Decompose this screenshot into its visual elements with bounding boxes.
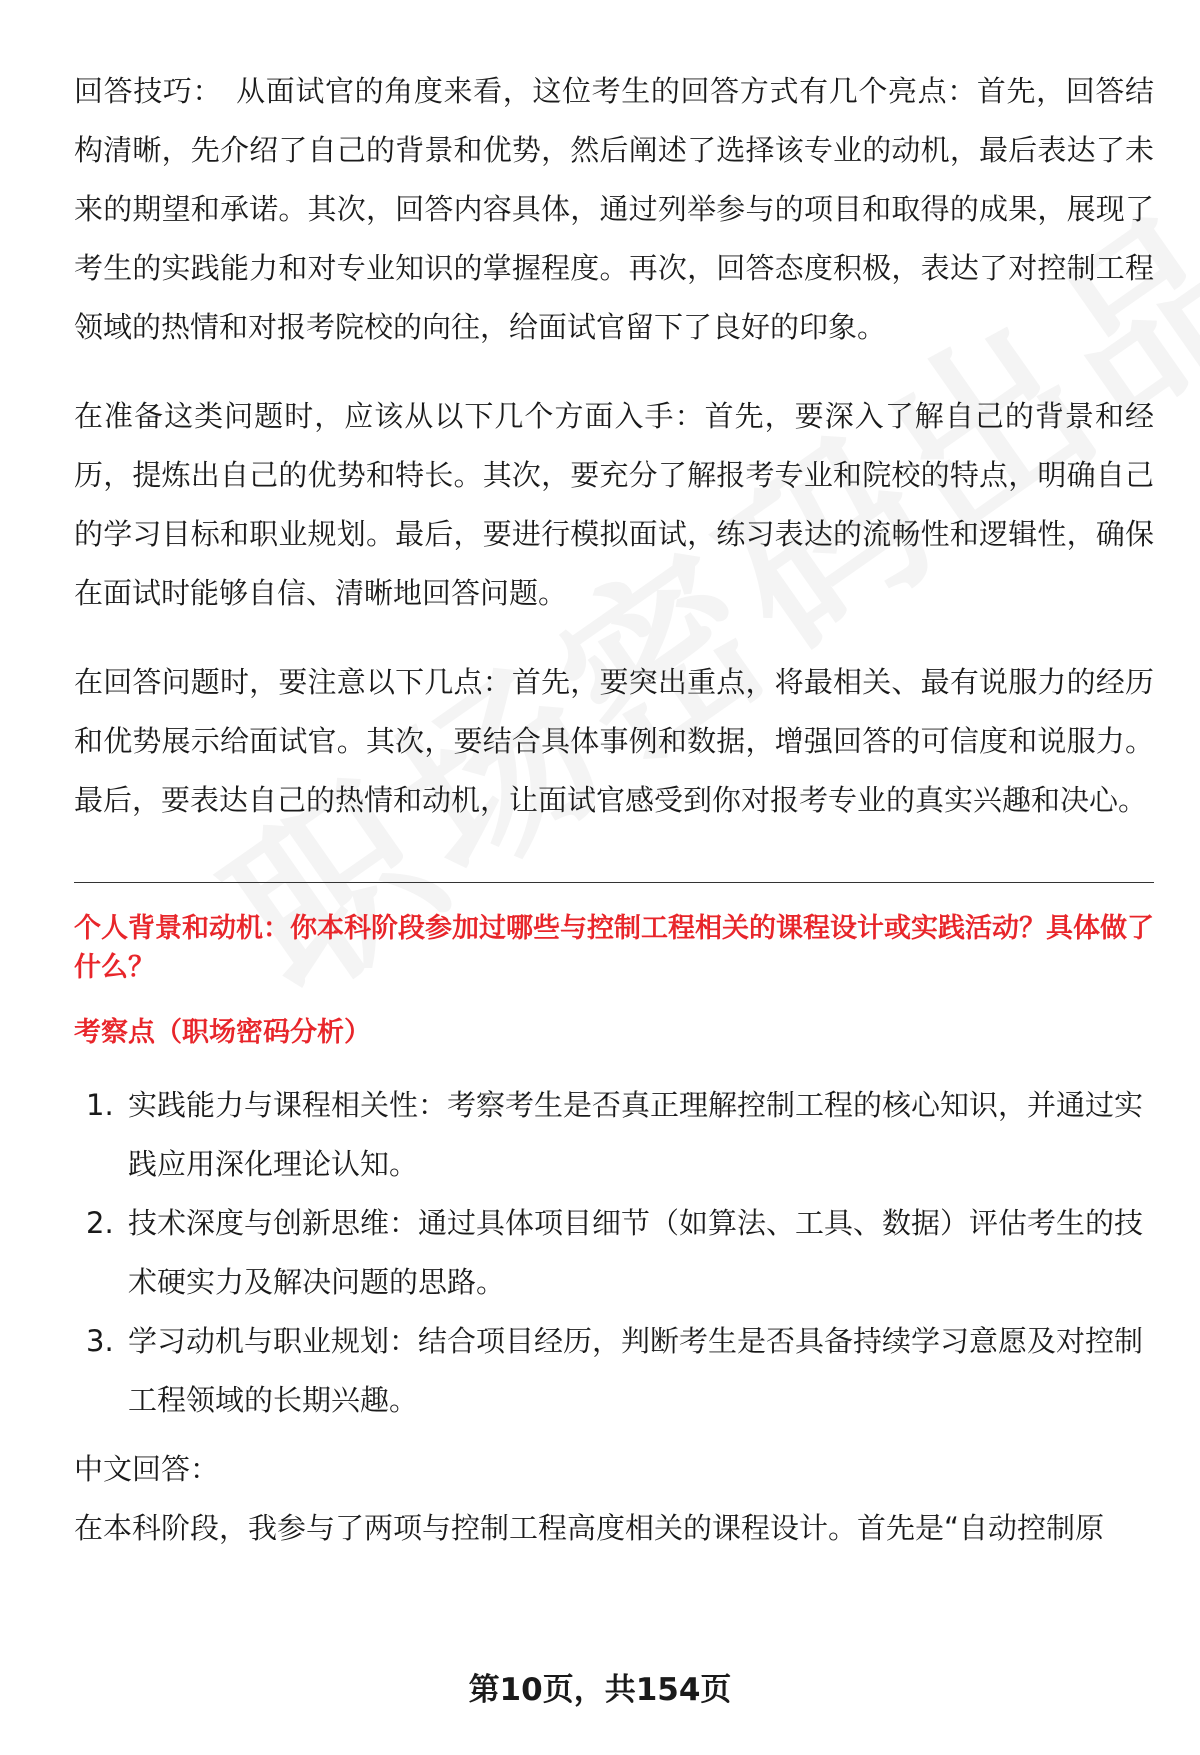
focus-points-list [74, 1076, 1154, 1430]
answer-start: 在本科阶段，我参与了两项与控制工程高度相关的课程设计。首先是“自动控制原 [74, 1511, 1105, 1545]
list-item-number: 2. [86, 1206, 114, 1240]
list-item-text: 学习动机与职业规划：结合项目经历，判断考生是否具备持续学习意愿及对控制工程领域的长期兴趣。 [128, 1324, 1144, 1417]
list-item-text: 实践能力与课程相关性：考察考生是否真正理解控制工程的核心知识，并通过实践应用深化理论认知。 [128, 1088, 1144, 1181]
list-item-number: 3. [86, 1324, 114, 1358]
list-item-text: 技术深度与创新思维：通过具体项目细节（如算法、工具、数据）评估考生的技术硬实力及解决问题的思路。 [128, 1206, 1144, 1299]
list-item-number: 1. [86, 1088, 114, 1122]
answer-tips-body: 从面试官的角度来看，这位考生的回答方式有几个亮点：首先，回答结构清晰，先介绍了自己的背景和优势，然后阐述了选择该专业的动机，最后表达了未来的期望和承诺。其次，回答内容具体，通过列举参与的项目和取得的成果，展现了考生的实践能力和对专业知识的掌握程度。再次，回答态度积极，表达了对控制工程领域的热情和对报考院校的向往，给面试官留下了良好的印象。 [74, 74, 1154, 344]
page-content [74, 62, 1154, 1558]
focus-heading: 考察点（职场密码分析） [74, 1017, 371, 1048]
list-item [74, 1194, 1154, 1312]
section-divider [74, 882, 1154, 883]
paragraph-preparation: 在准备这类问题时，应该从以下几个方面入手：首先，要深入了解自己的背景和经历，提炼出自己的优势和特长。其次，要充分了解报考专业和院校的特点，明确自己的学习目标和职业规划。最后，要进行模拟面试，练习表达的流畅性和逻辑性，确保在面试时能够自信、清晰地回答问题。 [74, 399, 1154, 610]
paragraph-answering-notes: 在回答问题时，要注意以下几点：首先，要突出重点，将最相关、最有说服力的经历和优势展示给面试官。其次，要结合具体事例和数据，增强回答的可信度和说服力。最后，要表达自己的热情和动机，让面试官感受到你对报考专业的真实兴趣和决心。 [74, 665, 1154, 817]
question-title: 个人背景和动机：你本科阶段参加过哪些与控制工程相关的课程设计或实践活动？具体做了什么？ [74, 913, 1154, 983]
answer-label: 中文回答： [74, 1452, 220, 1486]
answer-tips-label: 回答技巧： [74, 74, 223, 108]
paragraph-answer-tips [74, 62, 1154, 357]
list-item [74, 1312, 1154, 1430]
list-item [74, 1076, 1154, 1194]
page-number: 第10页，共154页 [468, 1672, 732, 1708]
